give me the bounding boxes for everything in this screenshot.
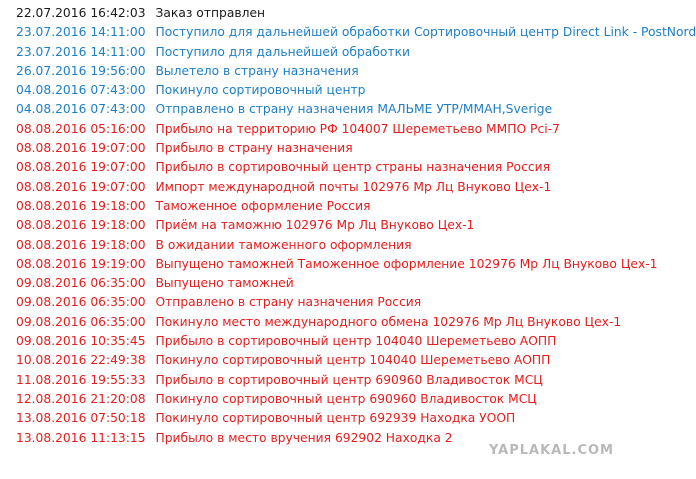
event-timestamp: 22.07.2016 16:42:03 xyxy=(16,6,146,20)
event-description: Отправлено в страну назначения Россия xyxy=(155,295,422,310)
event-description: Выпущено таможней xyxy=(155,276,294,291)
event-timestamp: 08.08.2016 19:07:00 xyxy=(16,179,146,194)
event-description: Покинуло место международного обмена 102976 Мр Лц Внуково Цех-1 xyxy=(155,314,622,329)
tracking-event-row xyxy=(16,332,640,351)
event-description: Прибыло в страну назначения xyxy=(155,141,353,156)
event-description: Вылетело в страну назначения xyxy=(155,63,359,78)
event-timestamp: 09.08.2016 06:35:00 xyxy=(16,295,146,310)
event-timestamp: 08.08.2016 19:19:00 xyxy=(16,256,146,271)
tracking-event-row xyxy=(16,43,640,62)
event-description: Таможенное оформление Россия xyxy=(155,198,371,213)
tracking-event-row xyxy=(16,390,640,409)
event-timestamp: 08.08.2016 19:18:00 xyxy=(16,237,146,252)
tracking-event-row xyxy=(16,216,640,235)
event-timestamp: 08.08.2016 19:18:00 xyxy=(16,198,146,213)
event-description: Прибыло в сортировочный центр 104040 Шереметьево АОПП xyxy=(155,334,557,349)
event-timestamp: 09.08.2016 10:35:45 xyxy=(16,334,146,349)
event-timestamp: 04.08.2016 07:43:00 xyxy=(16,83,146,98)
tracking-event-row xyxy=(16,236,640,255)
event-timestamp: 08.08.2016 19:07:00 xyxy=(16,160,146,175)
event-description: Покинуло сортировочный центр 690960 Владивосток МСЦ xyxy=(155,391,537,406)
event-description: Импорт международной почты 102976 Мр Лц Внуково Цех-1 xyxy=(155,179,552,194)
tracking-event-row xyxy=(16,351,640,370)
event-description: Покинуло сортировочный центр 104040 Шереметьево АОПП xyxy=(155,353,551,368)
tracking-event-row xyxy=(16,409,640,428)
tracking-event-list xyxy=(16,4,696,448)
event-timestamp: 23.07.2016 14:11:00 xyxy=(16,25,146,40)
event-description: Поступило для дальнейшей обработки Сортировочный центр Direct Link - PostNord xyxy=(155,25,696,40)
event-description: Покинуло сортировочный центр xyxy=(155,83,366,98)
event-timestamp: 08.08.2016 19:18:00 xyxy=(16,218,146,233)
event-description: Прибыло в сортировочный центр страны назначения Россия xyxy=(155,160,550,175)
event-description: В ожидании таможенного оформления xyxy=(155,237,412,252)
event-description: Прибыло в место вручения 692902 Находка 2 xyxy=(155,430,453,445)
event-timestamp: 08.08.2016 19:07:00 xyxy=(16,141,146,156)
site-watermark: YAPLAKAL.COM xyxy=(489,443,614,458)
event-description: Покинуло сортировочный центр 692939 Находка УООП xyxy=(155,411,516,426)
event-description: Заказ отправлен xyxy=(155,6,266,20)
event-timestamp: 13.08.2016 11:13:15 xyxy=(16,430,146,445)
event-timestamp: 08.08.2016 05:16:00 xyxy=(16,121,146,136)
event-timestamp: 13.08.2016 07:50:18 xyxy=(16,411,146,426)
event-timestamp: 04.08.2016 07:43:00 xyxy=(16,102,146,117)
tracking-event-row xyxy=(16,158,640,177)
event-timestamp: 11.08.2016 19:55:33 xyxy=(16,372,146,387)
event-timestamp: 10.08.2016 22:49:38 xyxy=(16,353,146,368)
tracking-event-row xyxy=(16,139,640,158)
tracking-event-row xyxy=(16,371,640,390)
tracking-event-row xyxy=(16,197,640,216)
tracking-event-row xyxy=(16,4,640,23)
event-timestamp: 26.07.2016 19:56:00 xyxy=(16,63,146,78)
event-description: Прибыло в сортировочный центр 690960 Владивосток МСЦ xyxy=(155,372,543,387)
tracking-event-row xyxy=(16,274,640,293)
event-description: Поступило для дальнейшей обработки xyxy=(155,44,411,59)
tracking-event-row xyxy=(16,120,640,139)
event-description: Выпущено таможней Таможенное оформление 102976 Мр Лц Внуково Цех-1 xyxy=(155,256,658,271)
event-timestamp: 09.08.2016 06:35:00 xyxy=(16,276,146,291)
tracking-event-row xyxy=(16,81,640,100)
tracking-event-row xyxy=(16,178,640,197)
event-timestamp: 09.08.2016 06:35:00 xyxy=(16,314,146,329)
tracking-event-row xyxy=(16,23,696,42)
tracking-event-row xyxy=(16,62,640,81)
tracking-event-row xyxy=(16,100,640,119)
tracking-event-row xyxy=(16,293,640,312)
tracking-event-row xyxy=(16,255,658,274)
event-description: Прибыло на территорию РФ 104007 Шереметьево ММПО Pci-7 xyxy=(155,121,560,136)
event-description: Отправлено в страну назначения МАЛЬМЕ УТР/ММАН,Sverige xyxy=(155,102,553,117)
event-description: Приём на таможню 102976 Мр Лц Внуково Цех-1 xyxy=(155,218,475,233)
tracking-event-row xyxy=(16,313,640,332)
event-timestamp: 12.08.2016 21:20:08 xyxy=(16,391,146,406)
event-timestamp: 23.07.2016 14:11:00 xyxy=(16,44,146,59)
